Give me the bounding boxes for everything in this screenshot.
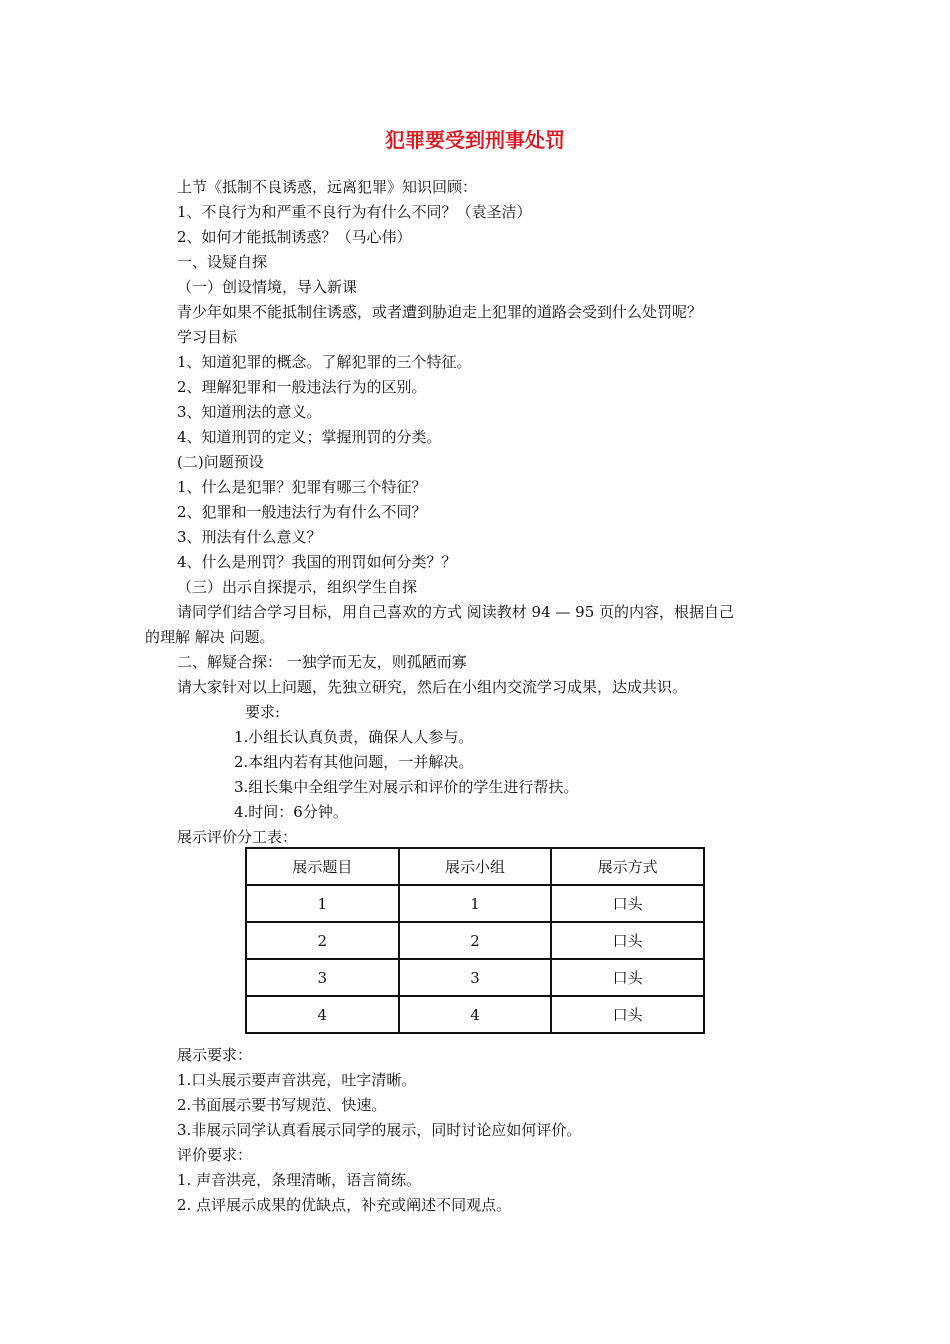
evaluation-requirement: 2. 点评展示成果的优缺点，补充或阐述不同观点。 xyxy=(177,1196,512,1214)
table-cell: 口头 xyxy=(551,885,704,922)
table-cell: 2 xyxy=(399,922,552,959)
review-question-2: 2、如何才能抵制诱惑？（马心伟） xyxy=(177,228,412,246)
presentation-requirement: 1.口头展示要声音洪亮，吐字清晰。 xyxy=(177,1071,417,1089)
table-cell: 2 xyxy=(246,922,399,959)
subsection-heading-1: （一）创设情境，导入新课 xyxy=(177,278,358,296)
requirements-heading: 要求: xyxy=(245,703,281,721)
table-caption: 展示评价分工表： xyxy=(177,828,298,846)
preset-question: 2、犯罪和一般违法行为有什么不同？ xyxy=(177,503,427,521)
presentation-requirement: 2.书面展示要书写规范、快速。 xyxy=(177,1096,387,1114)
table-cell: 口头 xyxy=(551,996,704,1033)
goals-heading: 学习目标 xyxy=(177,328,238,346)
document-title: 犯罪要受到刑事处罚 xyxy=(385,128,565,152)
table-cell: 4 xyxy=(399,996,552,1033)
table-header: 展示小组 xyxy=(399,848,552,885)
table-cell: 3 xyxy=(399,959,552,996)
table-header: 展示题目 xyxy=(246,848,399,885)
table-row xyxy=(246,885,704,922)
goal-item: 4、知道刑罚的定义；掌握刑罚的分类。 xyxy=(177,428,442,446)
intro-question: 青少年如果不能抵制住诱惑，或者遭到胁迫走上犯罪的道路会受到什么处罚呢？ xyxy=(177,303,703,321)
preset-question: 4、什么是刑罚？我国的刑罚如何分类？？ xyxy=(177,553,457,571)
presentation-assignment-table xyxy=(245,847,705,1034)
presentation-requirement: 3.非展示同学认真看展示同学的展示，同时讨论应如何评价。 xyxy=(177,1121,582,1139)
requirement-item: 1.小组长认真负责，确保人人参与。 xyxy=(234,728,474,746)
goal-item: 2、理解犯罪和一般违法行为的区别。 xyxy=(177,378,427,396)
evaluation-requirements-heading: 评价要求： xyxy=(177,1146,253,1164)
section-heading-1: 一、设疑自探 xyxy=(177,253,268,271)
review-heading: 上节《抵制不良诱惑，远离犯罪》知识回顾： xyxy=(177,178,478,196)
requirement-item: 4.时间：6分钟。 xyxy=(234,803,348,821)
table-cell: 1 xyxy=(399,885,552,922)
subsection-heading-2: (二)问题预设 xyxy=(177,453,264,471)
preset-question: 3、刑法有什么意义？ xyxy=(177,528,322,546)
table-cell: 口头 xyxy=(551,959,704,996)
table-cell: 1 xyxy=(246,885,399,922)
requirement-item: 3.组长集中全组学生对展示和评价的学生进行帮扶。 xyxy=(234,778,579,796)
table-row xyxy=(246,996,704,1033)
table-header-row xyxy=(246,848,704,885)
instruction-text: 请同学们结合学习目标，用自己喜欢的方式 阅读教材 94 — 95 页的内容，根据自己 xyxy=(177,603,735,621)
discussion-text: 请大家针对以上问题，先独立研究，然后在小组内交流学习成果，达成共识。 xyxy=(177,678,688,696)
table-header: 展示方式 xyxy=(551,848,704,885)
requirement-item: 2.本组内若有其他问题，一并解决。 xyxy=(234,753,474,771)
evaluation-requirement: 1. 声音洪亮，条理清晰，语言简练。 xyxy=(177,1171,422,1189)
preset-question: 1、什么是犯罪？犯罪有哪三个特征？ xyxy=(177,478,427,496)
instruction-text-continued: 的理解 解决 问题。 xyxy=(145,628,275,646)
table-cell: 口头 xyxy=(551,922,704,959)
review-question-1: 1、不良行为和严重不良行为有什么不同？（袁圣洁） xyxy=(177,203,532,221)
section-heading-2: 二、解疑合探： 一独学而无友，则孤陋而寡 xyxy=(177,653,467,671)
table-row xyxy=(246,922,704,959)
table-cell: 4 xyxy=(246,996,399,1033)
subsection-heading-3: （三）出示自探提示，组织学生自探 xyxy=(177,578,418,596)
goal-item: 1、知道犯罪的概念。了解犯罪的三个特征。 xyxy=(177,353,472,371)
table-row xyxy=(246,959,704,996)
presentation-requirements-heading: 展示要求： xyxy=(177,1046,253,1064)
goal-item: 3、知道刑法的意义。 xyxy=(177,403,322,421)
table-cell: 3 xyxy=(246,959,399,996)
